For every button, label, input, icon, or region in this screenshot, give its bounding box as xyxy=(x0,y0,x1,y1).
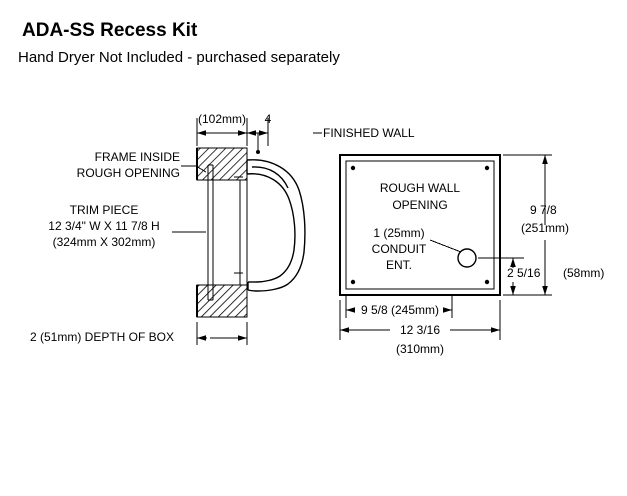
dimension-label-102mm: (102mm) xyxy=(197,112,246,126)
page-title: ADA-SS Recess Kit xyxy=(22,20,198,41)
callout-conduit-line3: ENT. xyxy=(385,258,412,272)
dimension-label-width-outer-in: 12 3/16 xyxy=(399,323,441,337)
callout-trim-piece-line2: 12 3/4" W X 11 7/8 H xyxy=(48,219,160,233)
dimension-label-height-in: 9 7/8 xyxy=(530,203,557,217)
callout-finished-wall: FINISHED WALL xyxy=(323,126,415,140)
callout-trim-piece-line1: TRIM PIECE xyxy=(69,203,139,217)
dimension-label-depth-of-box: 2 (51mm) DEPTH OF BOX xyxy=(30,330,175,344)
callout-conduit-line1: 1 (25mm) xyxy=(373,226,425,240)
dimension-label-height-mm: (251mm) xyxy=(521,221,570,235)
dimension-label-width-outer-mm: (310mm) xyxy=(395,342,444,356)
dimension-label-offset-in: 2 5/16 xyxy=(507,266,541,280)
callout-conduit-line2: CONDUIT xyxy=(371,242,427,256)
callout-rough-wall-line2: OPENING xyxy=(392,198,448,212)
dimension-label-width-inner: 9 5/8 (245mm) xyxy=(360,303,440,317)
callout-frame-inside-line2: ROUGH OPENING xyxy=(76,166,180,180)
page-subtitle: Hand Dryer Not Included - purchased separately xyxy=(18,49,340,66)
callout-rough-wall-line1: ROUGH WALL xyxy=(379,181,461,195)
callout-trim-piece-line3: (324mm X 302mm) xyxy=(52,235,156,249)
dimension-label-4: 4 xyxy=(264,112,272,126)
callout-frame-inside-line1: FRAME INSIDE xyxy=(94,150,180,164)
dimension-label-offset-mm: (58mm) xyxy=(563,266,605,280)
